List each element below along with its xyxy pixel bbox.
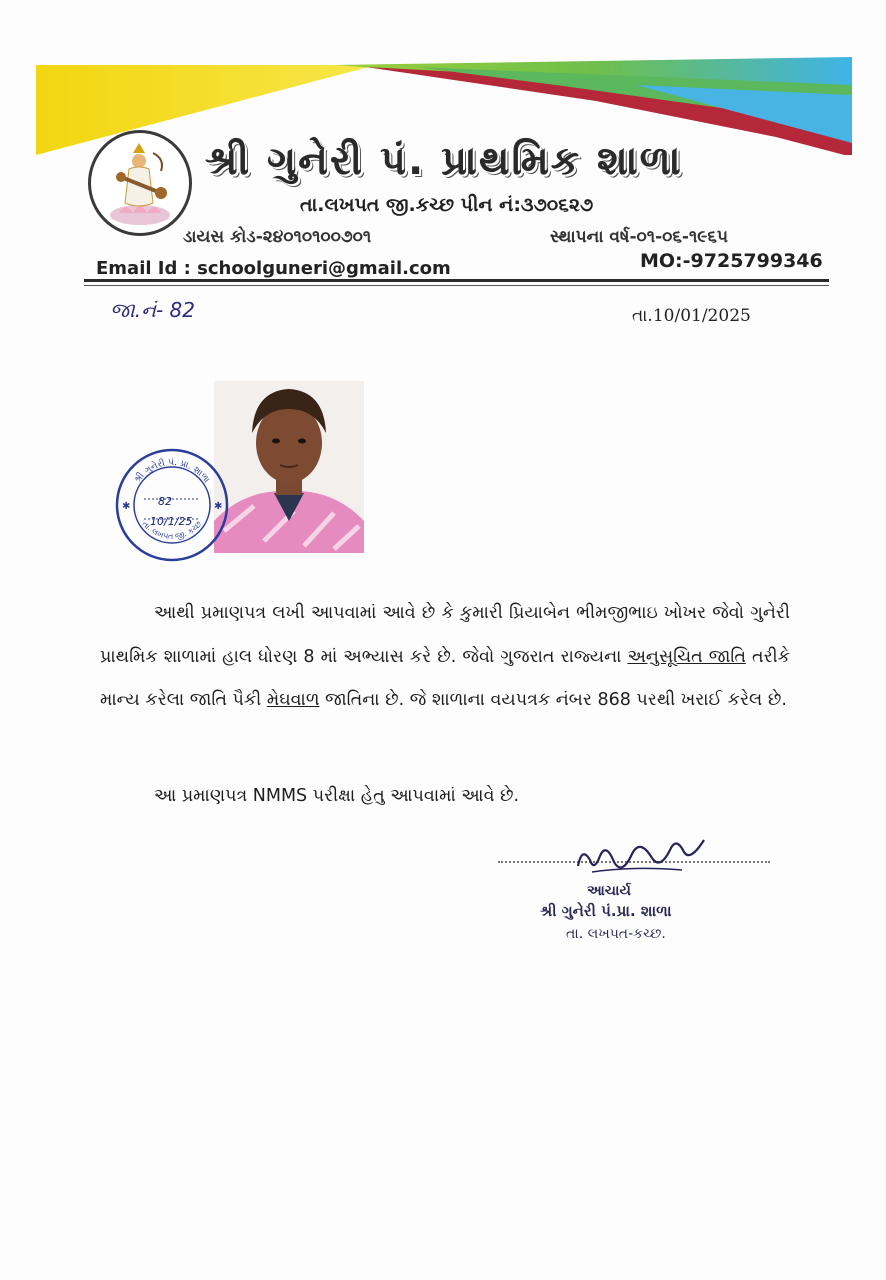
- stamp-ring-text: શ્રી ગુનેરી પં. પ્રા. શાળા: [132, 457, 212, 486]
- established-year: સ્થાપના વર્ષ-૦૧-૦૬-૧૯૬૫: [550, 227, 729, 247]
- school-address: તા.લખપત જી.કચ્છ પીન નં:૩૭૦૬૨૭: [300, 194, 594, 216]
- svg-text:શ્રી ગુનેરી પં. પ્રા. શાળા: [132, 457, 211, 485]
- signatory-place: તા. લખપત-કચ્છ.: [566, 926, 666, 942]
- signatory-title: આચાર્ય: [587, 883, 631, 899]
- signatory-school: શ્રી ગુનેરી પં.પ્રા. શાળા: [540, 902, 672, 920]
- stamp-date-value: 10/1/25: [150, 515, 193, 528]
- reference-number: જા.નં- 82: [110, 298, 196, 322]
- certificate-paragraph: [100, 592, 790, 723]
- saraswati-icon: [91, 133, 189, 233]
- caste-name: મેઘવાળ: [266, 690, 320, 710]
- purpose-statement: આ પ્રમાણપત્ર NMMS પરીક્ષા હેતુ આપવામાં આવે છે.: [154, 786, 520, 806]
- svg-text:✱: ✱: [122, 501, 131, 512]
- paragraph-part-3: જાતિના છે. જે શાળાના વયપત્રક નંબર 868 પરથી ખરાઈ કરેલ છે.: [325, 690, 787, 710]
- letter-date: તા.10/01/2025: [632, 306, 751, 326]
- stamp-jno-value: 82: [158, 495, 172, 508]
- paragraph-part-2: તરીકે માન્ય કરેલા જાતિ પૈકી: [100, 646, 790, 710]
- svg-text:✱: ✱: [214, 501, 223, 512]
- school-mobile: MO:-9725799346: [640, 250, 823, 272]
- school-stamp: [114, 447, 230, 563]
- student-photo: [214, 381, 364, 553]
- stamp-ring-bottom: તા. લખપત જી. કચ્છ: [140, 519, 204, 541]
- principal-signature: [572, 826, 712, 886]
- header-divider-thin: [84, 285, 829, 286]
- school-email: Email Id : schoolguneri@gmail.com: [96, 258, 451, 279]
- dise-code: ડાયસ કોડ-૨૪૦૧૦૧૦૦૭૦૧: [183, 227, 372, 247]
- school-logo: [88, 130, 192, 236]
- header-divider: [84, 279, 829, 282]
- paragraph-part-1: આથી પ્રમાણપત્ર લખી આપવામાં આવે છે કે કુમારી પ્રિયાબેન ભીમજીભાઇ ખોખર જેવો ગુનેરી પ્રાથમિક શાળામાં હાલ ધોરણ 8 માં અભ્યાસ કરે છે. જેવો ગુજરાત રાજ્યના: [100, 603, 790, 667]
- student-portrait-icon: [214, 381, 364, 553]
- caste-category: અનુસૂચિત જાતિ: [627, 646, 746, 667]
- school-name: શ્રી ગુનેરી પં. પ્રાથમિક શાળા: [205, 138, 683, 184]
